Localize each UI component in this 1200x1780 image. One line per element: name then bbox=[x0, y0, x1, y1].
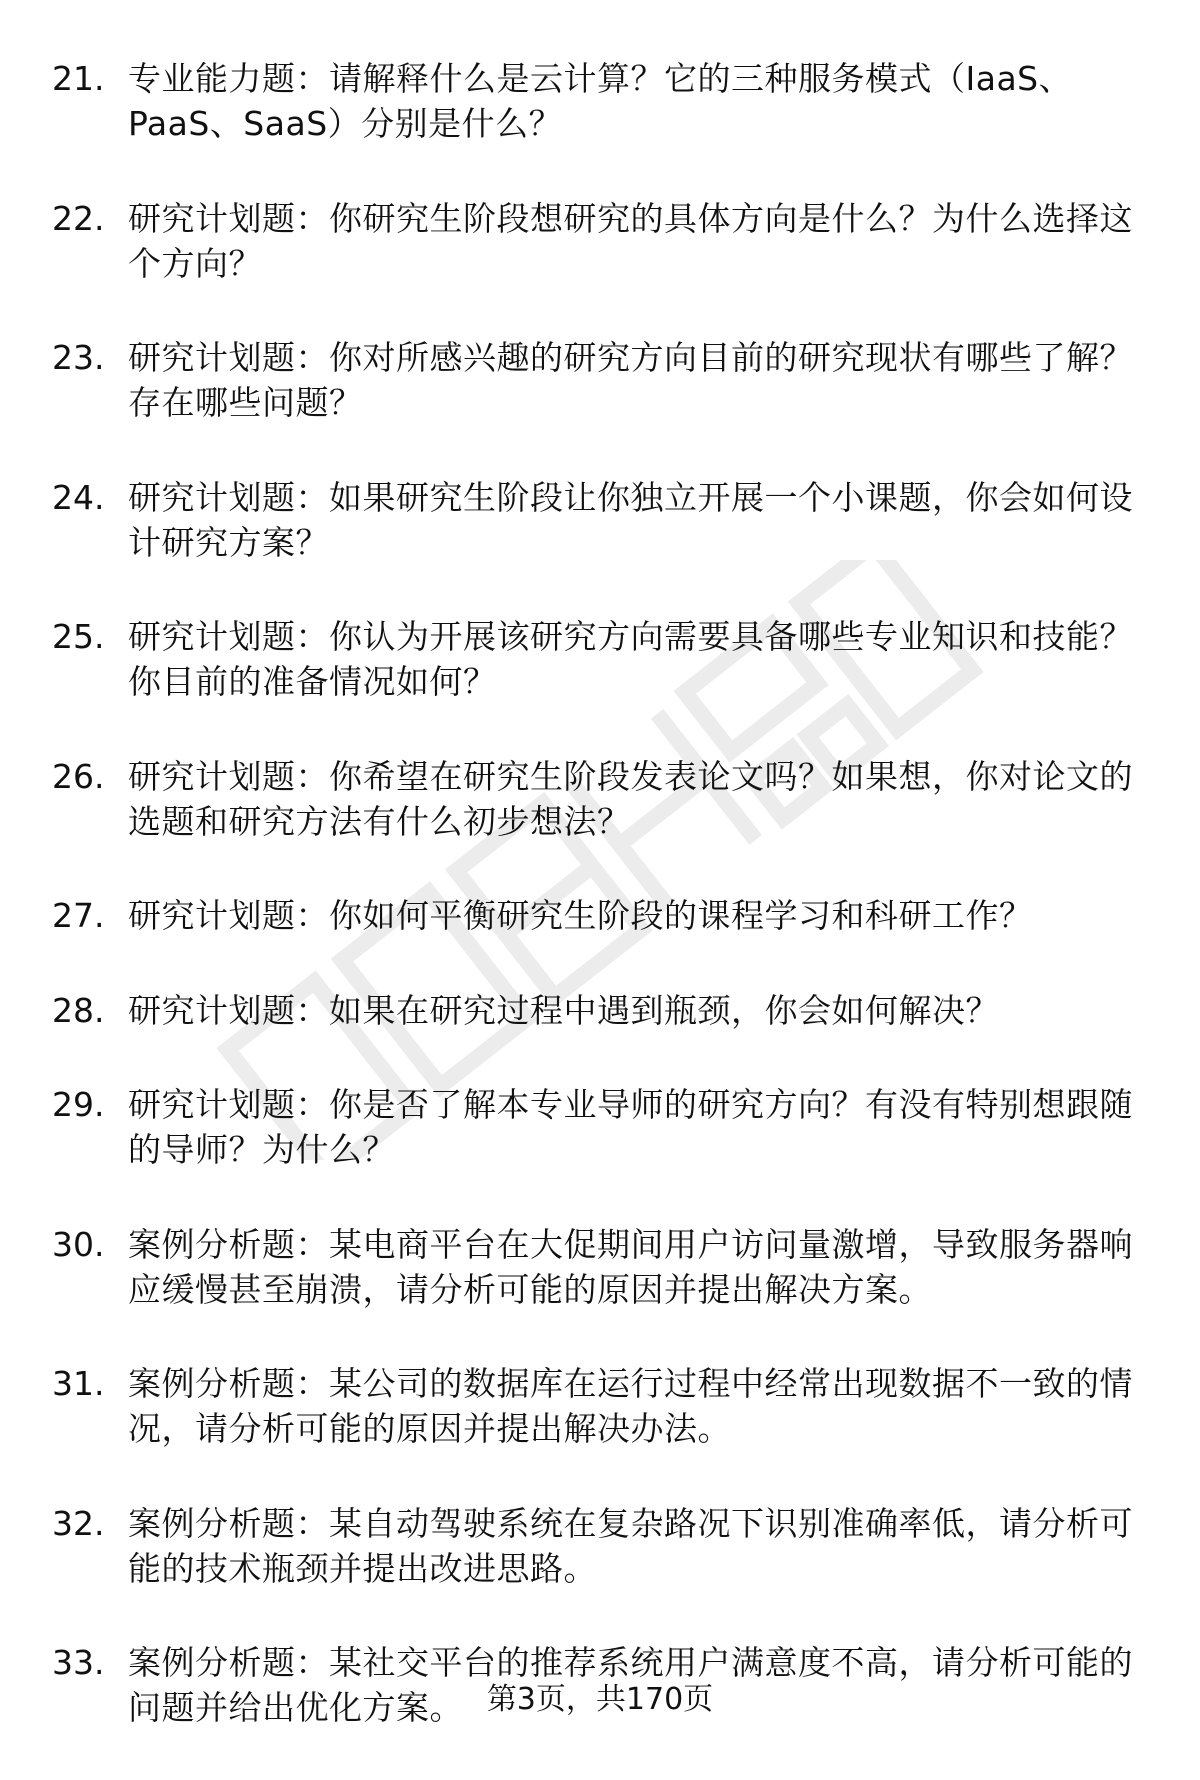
question-item bbox=[0, 1501, 1200, 1591]
question-text: 研究计划题：如果在研究过程中遇到瓶颈，你会如何解决？ bbox=[128, 990, 999, 1030]
question-number: 28. bbox=[52, 990, 105, 1030]
question-text: 研究计划题：你研究生阶段想研究的具体方向是什么？为什么选择这个方向？ bbox=[128, 198, 1133, 283]
question-text: 研究计划题：你是否了解本专业导师的研究方向？有没有特别想跟随的导师？为什么？ bbox=[128, 1085, 1133, 1169]
question-text: 案例分析题：某电商平台在大促期间用户访问量激增，导致服务器响应缓慢甚至崩溃，请分析可能的原因并提出解决方案。 bbox=[128, 1224, 1133, 1309]
question-text: 案例分析题：某公司的数据库在运行过程中经常出现数据不一致的情况，请分析可能的原因并提出解决办法。 bbox=[128, 1364, 1133, 1448]
question-item bbox=[0, 893, 1200, 938]
question-number: 25. bbox=[52, 617, 105, 656]
question-number: 30. bbox=[52, 1224, 105, 1264]
question-item bbox=[0, 335, 1200, 425]
question-number: 22. bbox=[52, 198, 105, 238]
question-item bbox=[0, 988, 1200, 1033]
question-item bbox=[0, 475, 1200, 565]
question-number: 21. bbox=[52, 59, 105, 98]
question-item bbox=[0, 1082, 1200, 1172]
question-text: 研究计划题：你认为开展该研究方向需要具备哪些专业知识和技能？你目前的准备情况如何？ bbox=[128, 617, 1133, 701]
question-number: 32. bbox=[52, 1503, 105, 1543]
question-text: 案例分析题：某自动驾驶系统在复杂路况下识别准确率低，请分析可能的技术瓶颈并提出改进思路。 bbox=[128, 1503, 1133, 1588]
question-number: 23. bbox=[52, 338, 105, 377]
question-number: 31. bbox=[52, 1364, 105, 1403]
question-item bbox=[0, 196, 1200, 286]
question-item bbox=[0, 1361, 1200, 1451]
question-item bbox=[0, 1222, 1200, 1312]
question-text: 研究计划题：你如何平衡研究生阶段的课程学习和科研工作？ bbox=[128, 896, 1033, 935]
question-text: 研究计划题：你对所感兴趣的研究方向目前的研究现状有哪些了解？存在哪些问题？ bbox=[128, 338, 1133, 422]
question-text: 研究计划题：你希望在研究生阶段发表论文吗？如果想，你对论文的选题和研究方法有什么初步想法？ bbox=[128, 756, 1133, 841]
question-number: 24. bbox=[52, 477, 105, 517]
question-number: 29. bbox=[52, 1085, 105, 1124]
question-text: 研究计划题：如果研究生阶段让你独立开展一个小课题，你会如何设计研究方案？ bbox=[128, 477, 1133, 562]
question-item bbox=[0, 614, 1200, 704]
question-number: 27. bbox=[52, 896, 105, 935]
question-text: 专业能力题：请解释什么是云计算？它的三种服务模式（IaaS、PaaS、SaaS）分别是什么？ bbox=[128, 59, 1073, 143]
question-number: 33. bbox=[52, 1643, 105, 1682]
question-list bbox=[0, 56, 1200, 1780]
question-item bbox=[0, 754, 1200, 844]
question-number: 26. bbox=[52, 756, 105, 796]
question-text: 案例分析题：某社交平台的推荐系统用户满意度不高，请分析可能的问题并给出优化方案。 bbox=[128, 1643, 1133, 1727]
question-item bbox=[0, 56, 1200, 146]
page-footer: 第3页，共170页 bbox=[486, 1682, 714, 1717]
